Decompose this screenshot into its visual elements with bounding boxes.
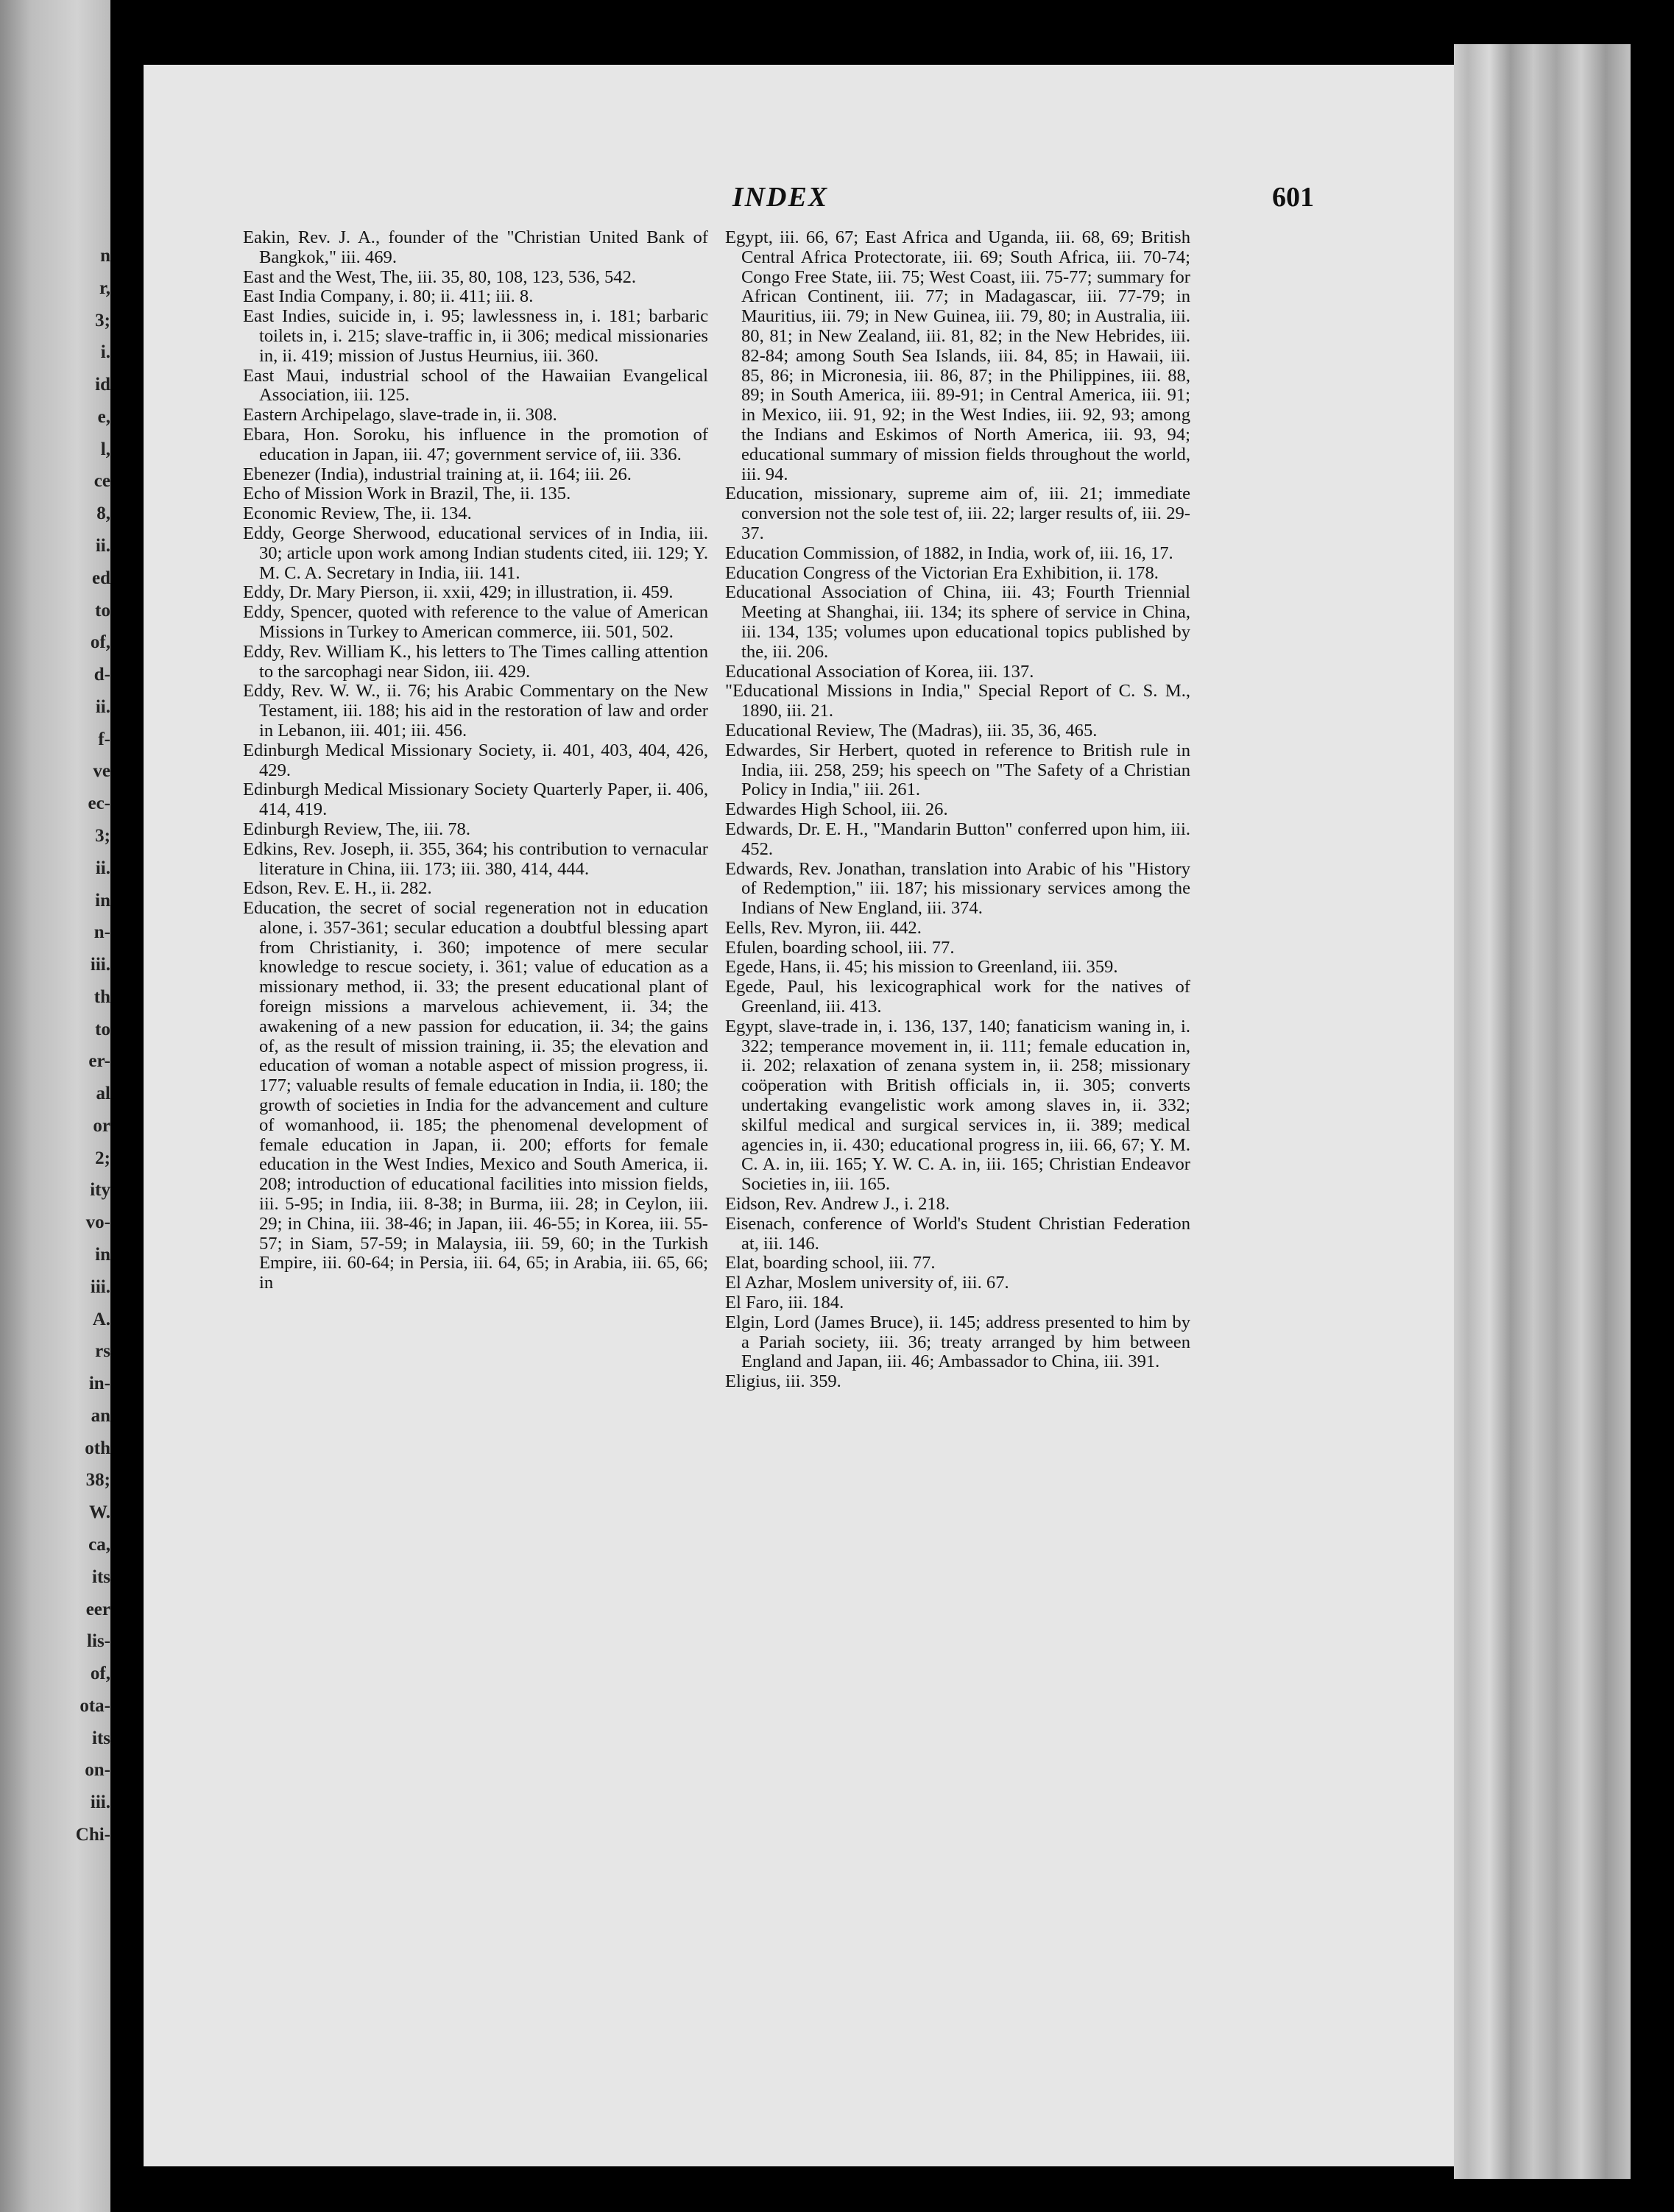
index-entry: East Maui, industrial school of the Hawaiian Evangelical Association, iii. 125. [243, 365, 708, 406]
index-column-left [243, 228, 708, 2142]
margin-fragment: iii. [90, 1792, 110, 1812]
margin-fragment: 38; [85, 1470, 110, 1490]
index-entry: Edinburgh Review, The, iii. 78. [243, 819, 470, 839]
margin-fragment: A. [92, 1310, 110, 1329]
index-entry: Edwards, Dr. E. H., "Mandarin Button" conferred upon him, iii. 452. [725, 819, 1190, 859]
index-entry: Eastern Archipelago, slave-trade in, ii. 308. [243, 405, 557, 425]
margin-fragment: ca, [88, 1535, 110, 1555]
margin-fragment: 2; [95, 1148, 110, 1168]
margin-fragment: e, [97, 407, 110, 427]
margin-fragment: n [100, 246, 110, 266]
index-entry: Efulen, boarding school, iii. 77. [725, 937, 955, 958]
index-entry: Eddy, Spencer, quoted with reference to the value of American Missions in Turkey to American commerce, iii. 501, 502. [243, 602, 708, 642]
index-entry: El Faro, iii. 184. [725, 1293, 844, 1313]
margin-fragment: W. [89, 1502, 110, 1522]
margin-fragment: of, [90, 1664, 110, 1683]
margin-fragment: its [92, 1728, 110, 1748]
margin-fragment: ota- [80, 1696, 110, 1716]
margin-fragment: an [91, 1406, 110, 1426]
margin-fragment: Chi- [75, 1825, 110, 1845]
index-entry: Ebara, Hon. Soroku, his influence in the promotion of education in Japan, iii. 47; government service of, iii. 336. [243, 424, 708, 464]
margin-fragment: ii. [95, 697, 110, 717]
margin-fragment: ity [90, 1180, 110, 1200]
margin-fragment: th [93, 987, 110, 1007]
index-entry: Educational Review, The (Madras), iii. 35, 36, 465. [725, 720, 1098, 741]
margin-fragment: rs [95, 1341, 110, 1361]
margin-fragment: iii. [90, 955, 110, 975]
index-entry: "Educational Missions in India," Special Report of C. S. M., 1890, iii. 21. [725, 681, 1190, 721]
index-entry: Elat, boarding school, iii. 77. [725, 1253, 936, 1273]
index-entry: Ebenezer (India), industrial training at, ii. 164; iii. 26. [243, 464, 632, 484]
margin-fragment: i. [100, 342, 110, 362]
index-entry: Egede, Paul, his lexicographical work for the natives of Greenland, iii. 413. [725, 977, 1190, 1017]
running-header: INDEX [732, 182, 829, 213]
margin-fragment: er- [88, 1051, 110, 1071]
index-entry: Elgin, Lord (James Bruce), ii. 145; address presented to him by a Pariah society, iii. 36; treaty arranged by him between England and Japan, iii. 46; Ambassador to China, iii. 391. [725, 1312, 1190, 1372]
margin-fragment: ce [93, 471, 110, 491]
margin-fragment: ve [93, 761, 110, 781]
index-entry: Edwardes High School, iii. 26. [725, 799, 948, 820]
index-entry: Egede, Hans, ii. 45; his mission to Greenland, iii. 359. [725, 957, 1118, 978]
index-entry: Edson, Rev. E. H., ii. 282. [243, 878, 432, 899]
index-entry: Economic Review, The, ii. 134. [243, 503, 472, 524]
page-number: 601 [1272, 182, 1314, 213]
margin-fragment: lis- [87, 1631, 110, 1651]
margin-fragment: r, [99, 278, 110, 298]
margin-fragment: on- [85, 1760, 110, 1780]
index-entry: Eddy, Rev. William K., his letters to The Times calling attention to the sarcophagi near Sidon, iii. 429. [243, 641, 708, 682]
index-entry: East and the West, The, iii. 35, 80, 108, 123, 536, 542. [243, 266, 637, 287]
index-entry: Educational Association of China, iii. 43; Fourth Triennial Meeting at Shanghai, iii. 134; its sphere of service in China, iii. 134, 135; volumes upon educational topics published by the, iii. 206. [725, 582, 1190, 662]
index-entry: Eddy, George Sherwood, educational services of in India, iii. 30; article upon work among Indian students cited, iii. 129; Y. M. C. A. Secretary in India, iii. 141. [243, 523, 708, 583]
book-page [144, 65, 1454, 2166]
index-entry: Edwards, Rev. Jonathan, translation into Arabic of his "History of Redemption," iii. 187; his missionary services among the Indians of New England, iii. 374. [725, 858, 1190, 919]
index-entry: Egypt, slave-trade in, i. 136, 137, 140; fanaticism waning in, i. 322; temperance movement in, ii. 111; female education in, ii. 202; relaxation of zenana system in, ii. 258; missionary coöperation with British officials in, ii. 305; converts undertaking evangelistic work among slaves in, ii. 332; skilful medical and surgical services in, ii. 389; medical agencies in, ii. 430; educational progress in, iii. 66, 67; Y. M. C. A. in, iii. 165; Y. W. C. A. in, iii. 165; Christian Endeavor Societies in, iii. 165. [725, 1016, 1190, 1195]
index-entry: Edinburgh Medical Missionary Society, ii. 401, 403, 404, 426, 429. [243, 740, 708, 780]
margin-fragment: in- [88, 1374, 110, 1393]
margin-fragment: to [95, 601, 110, 621]
margin-fragment: 8, [96, 503, 110, 523]
margin-fragment: l, [100, 439, 110, 459]
margin-fragment: n- [93, 922, 110, 942]
margin-fragment: 3; [95, 826, 110, 846]
margin-fragment: oth [85, 1438, 110, 1458]
index-entry: East India Company, i. 80; ii. 411; iii. 8. [243, 286, 534, 307]
margin-fragment: f- [98, 729, 110, 749]
index-entry: Eddy, Rev. W. W., ii. 76; his Arabic Commentary on the New Testament, iii. 188; his aid in the restoration of law and order in Lebanon, iii. 401; iii. 456. [243, 681, 708, 741]
margin-fragment: in [95, 891, 110, 911]
margin-fragment: vo- [85, 1212, 110, 1232]
index-entry: Eligius, iii. 359. [725, 1371, 841, 1392]
index-entry: Eddy, Dr. Mary Pierson, ii. xxii, 429; in illustration, ii. 459. [243, 582, 674, 603]
margin-fragment: its [92, 1567, 110, 1587]
index-entry: Education Commission, of 1882, in India, work of, iii. 16, 17. [725, 543, 1173, 563]
index-entry: Educational Association of Korea, iii. 137. [725, 661, 1034, 682]
index-entry: Edkins, Rev. Joseph, ii. 355, 364; his contribution to vernacular literature in China, iii. 173; iii. 380, 414, 444. [243, 838, 708, 879]
index-entry: Eisenach, conference of World's Student Christian Federation at, iii. 146. [725, 1213, 1190, 1254]
index-entry: Education, the secret of social regeneration not in education alone, i. 357-361; secular education a doubtful blessing apart from Christianity, i. 360; impotence of mere secular knowledge to rescue society, i. 361; value of education as a missionary method, ii. 33; the present educational plant of foreign missions a marvelous achievement, ii. 34; the awakening of a new passion for education, ii. 34; the gains of, as the result of mission training, ii. 35; the elevation and education of woman a notable aspect of mission progress, ii. 177; valuable results of female education in India, ii. 180; the growth of societies in India for the advancement and culture of womanhood, ii. 185; the phenomenal development of female education in Japan, ii. 200; efforts for female education in the West Indies, Mexico and South America, ii. 208; introduction of educational facilities into mission fields, iii. 5-95; in India, iii. 8-38; in Burma, iii. 28; in Ceylon, iii. 29; in China, iii. 38-46; in Japan, iii. 46-55; in Korea, iii. 55-57; in Siam, 57-59; in Malaysia, iii. 59, 60; in the Turkish Empire, iii. 60-64; in Persia, iii. 64, 65; in Arabia, iii. 65, 66; in [243, 898, 708, 1293]
index-entry: Education Congress of the Victorian Era Exhibition, ii. 178. [725, 562, 1159, 583]
previous-page-edge [0, 0, 110, 2212]
margin-fragment: to [95, 1020, 110, 1039]
index-entry: Edinburgh Medical Missionary Society Quarterly Paper, ii. 406, 414, 419. [243, 780, 708, 820]
margin-fragment: ii. [95, 536, 110, 556]
index-entry: Egypt, iii. 66, 67; East Africa and Uganda, iii. 68, 69; British Central Africa Protectorate, iii. 69; South Africa, iii. 70-74; Congo Free State, iii. 75; West Coast, iii. 75-77; summary for African Continent, iii. 77; in Madagascar, iii. 77-79; in Mauritius, iii. 79; in New Guinea, iii. 79, 80; in Australia, iii. 80, 81; in New Zealand, iii. 81, 82; in the New Hebrides, iii. 82-84; among South Sea Islands, iii. 84, 85; in Hawaii, iii. 85, 86; in Micronesia, iii. 86, 87; in the Philippines, iii. 88, 89; in South America, iii. 89-91; in Central America, iii. 91; in Mexico, iii. 91, 92; in the West Indies, iii. 92, 93; among the Indians and Eskimos of North America, iii. 93, 94; educational summary of mission fields throughout the world, iii. 94. [725, 228, 1190, 484]
stacked-page-edges [1454, 44, 1631, 2179]
index-entry: Education, missionary, supreme aim of, iii. 21; immediate conversion not the sole test of, iii. 22; larger results of, iii. 29-37. [725, 484, 1190, 543]
index-entry: East Indies, suicide in, i. 95; lawlessness in, i. 181; barbaric toilets in, i. 215; slave-traffic in, ii 306; medical missionaries in, ii. 419; mission of Justus Heurnius, iii. 360. [243, 306, 708, 366]
index-entry: Echo of Mission Work in Brazil, The, ii. 135. [243, 484, 571, 504]
margin-fragment: al [96, 1084, 110, 1103]
index-entry: Eells, Rev. Myron, iii. 442. [725, 917, 922, 938]
index-entry: El Azhar, Moslem university of, iii. 67. [725, 1273, 1009, 1293]
margin-fragment: 3; [95, 311, 110, 331]
margin-fragment: iii. [90, 1277, 110, 1297]
index-column-right [725, 228, 1190, 2142]
margin-fragment: in [95, 1245, 110, 1265]
margin-fragment: or [93, 1116, 110, 1136]
margin-fragment: ii. [95, 858, 110, 878]
index-entry: Edwardes, Sir Herbert, quoted in reference to British rule in India, iii. 258, 259; his speech on "The Safety of a Christian Policy in India," iii. 261. [725, 740, 1190, 800]
index-entry: Eakin, Rev. J. A., founder of the "Christian United Bank of Bangkok," iii. 469. [243, 228, 708, 267]
margin-fragment: d- [93, 665, 110, 685]
margin-fragment: eer [85, 1600, 110, 1619]
index-entry: Eidson, Rev. Andrew J., i. 218. [725, 1194, 950, 1215]
margin-fragment: ed [92, 568, 110, 588]
margin-fragment: id [95, 375, 110, 395]
margin-fragment: ec- [88, 794, 110, 813]
margin-fragment: of, [90, 632, 110, 652]
